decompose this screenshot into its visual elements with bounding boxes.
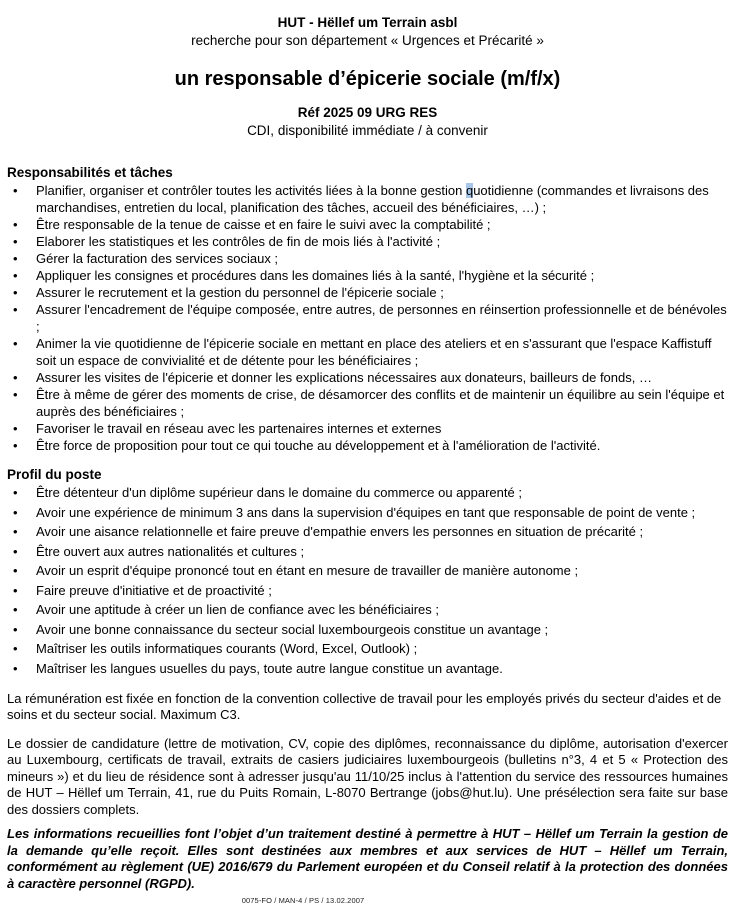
bullet-item: • Être détenteur d'un diplôme supérieur dans le domaine du commerce ou apparenté ;: [7, 484, 728, 501]
profile-list: [7, 484, 728, 677]
bullet-item: [7, 182, 728, 216]
application-dossier-paragraph: Le dossier de candidature (lettre de motivation, CV, copie des diplômes, reconnaissance du diplôme, autorisation d'exercer au Luxembourg, certificats de travail, extraits de casiers judiciaires luxembourgeois (bulletins n°3, 4 et 5 « Protection des mineurs ») et du lieu de résidence sont à adresser jusqu'au 11/10/25 inclus à l'attention du service des ressources humaines de HUT – Hëllef um Terrain, 41, rue du Puits Romain, L-8070 Bertrange (jobs@hut.lu). Une présélection sera faite sur base des dossiers complets.: [7, 735, 728, 817]
bullet-item: • Faire preuve d'initiative et de proactivité ;: [7, 582, 728, 599]
section-heading-profile: Profil du poste: [7, 467, 102, 482]
bullet-item: • Avoir une bonne connaissance du secteur social luxembourgeois constitue un avantage ;: [7, 621, 728, 638]
bullet-item: • Gérer la facturation des services sociaux ;: [7, 250, 728, 267]
section-heading-responsibilities: Responsabilités et tâches: [7, 165, 173, 180]
bullet-item: • Maîtriser les outils informatiques courants (Word, Excel, Outlook) ;: [7, 640, 728, 657]
bullet-item: • Être ouvert aux autres nationalités et cultures ;: [7, 543, 728, 560]
bullet-text: uotidienne (commandes et livraisons des marchandises, entretien du local, planification des tâches, accueil des bénéficiaires, …) ;: [36, 183, 709, 215]
bullet-text: Planifier, organiser et contrôler toutes les activités liées à la bonne gestion: [36, 183, 466, 198]
bullet-item: • Avoir un esprit d'équipe prononcé tout en étant en mesure de travailler de manière autonome ;: [7, 562, 728, 579]
org-name: HUT - Hëllef um Terrain asbl: [277, 15, 458, 30]
remuneration-paragraph: La rémunération est fixée en fonction de la convention collective de travail pour les employés privés du secteur d'aides et de soins et du secteur social. Maximum C3.: [7, 690, 722, 722]
text-selection-highlight: q: [465, 183, 474, 198]
responsibilities-list: [7, 182, 728, 454]
document-footer-code: 0075-FO / MAN-4 / PS / 13.02.2007: [241, 896, 365, 905]
bullet-item: • Animer la vie quotidienne de l'épicerie sociale en mettant en place des ateliers et en s'assurant que l'espace Kaffistuff soit un espace de convivialité et de détente pour les bénéficiaires ;: [7, 335, 728, 369]
department-line: recherche pour son département « Urgences et Précarité »: [191, 33, 544, 48]
bullet-item: • Être responsable de la tenue de caisse et en faire le suivi avec la comptabilité ;: [7, 216, 728, 233]
gdpr-notice-paragraph: Les informations recueillies font l’objet d’un traitement destiné à permettre à HUT – Hëllef um Terrain la gestion de la demande qu’elle reçoit. Elles sont destinées aux membres et aux services de HUT – Hëllef um Terrain, conformément au règlement (UE) 2016/679 du Parlement européen et du Conseil relatif à la protection des données à caractère personnel (RGPD).: [7, 826, 728, 891]
job-title: un responsable d’épicerie sociale (m/f/x): [174, 68, 561, 90]
bullet-item: • Maîtriser les langues usuelles du pays, toute autre langue constitue un avantage.: [7, 660, 728, 677]
bullet-item: • Assurer l'encadrement de l'équipe composée, entre autres, de personnes en réinsertion professionnelle et de bénévoles ;: [7, 301, 728, 335]
bullet-item: • Assurer le recrutement et la gestion du personnel de l'épicerie sociale ;: [7, 284, 728, 301]
reference-line: Réf 2025 09 URG RES: [297, 105, 438, 120]
bullet-item: • Avoir une aptitude à créer un lien de confiance avec les bénéficiaires ;: [7, 601, 728, 618]
bullet-item: • Avoir une expérience de minimum 3 ans dans la supervision d'équipes en tant que responsable de point de vente ;: [7, 504, 728, 521]
bullet-item: • Assurer les visites de l'épicerie et donner les explications nécessaires aux donateurs, bailleurs de fonds, …: [7, 369, 728, 386]
bullet-item: • Elaborer les statistiques et les contrôles de fin de mois liés à l'activité ;: [7, 233, 728, 250]
bullet-item: • Être force de proposition pour tout ce qui touche au développement et à l'amélioration de l'activité.: [7, 437, 728, 454]
bullet-item: • Avoir une aisance relationnelle et faire preuve d'empathie envers les personnes en situation de précarité ;: [7, 523, 728, 540]
bullet-item: • Favoriser le travail en réseau avec les partenaires internes et externes: [7, 420, 728, 437]
contract-line: CDI, disponibilité immédiate / à convenir: [247, 123, 488, 138]
bullet-item: • Être à même de gérer des moments de crise, de désamorcer des conflits et de maintenir un équilibre au sein l'équipe et auprès des bénéficiaires ;: [7, 386, 728, 420]
bullet-item: • Appliquer les consignes et procédures dans les domaines liés à la santé, l'hygiène et la sécurité ;: [7, 267, 728, 284]
